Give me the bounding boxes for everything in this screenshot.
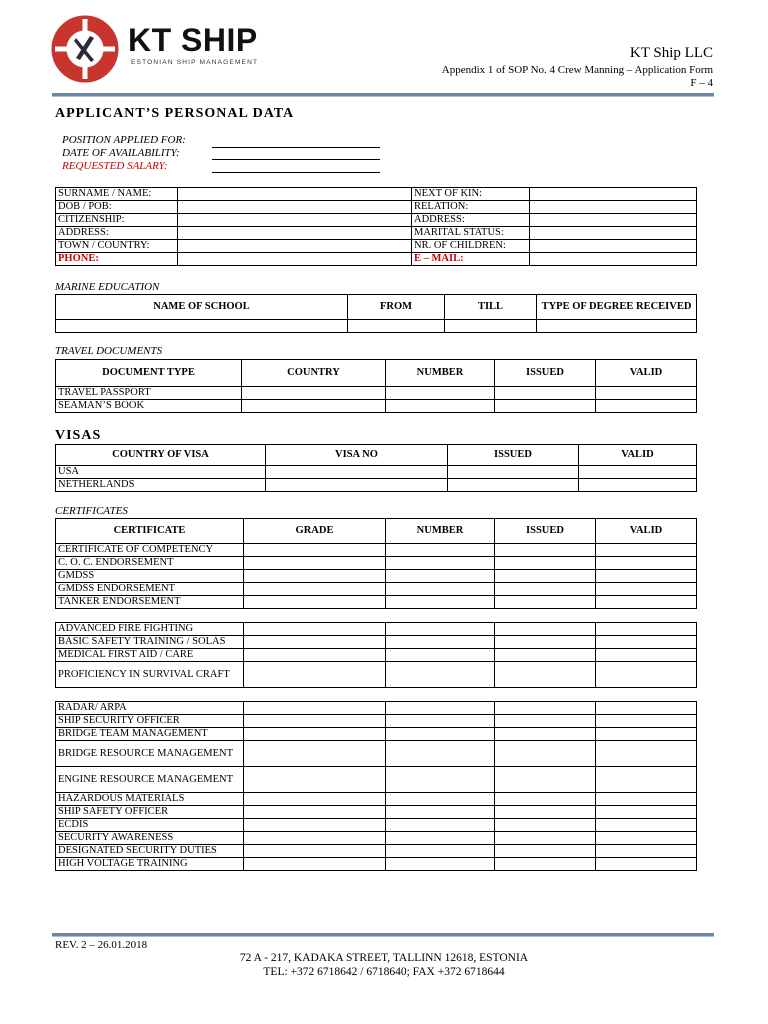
- table-row: [56, 636, 697, 649]
- input-cell[interactable]: [244, 702, 386, 715]
- certificate-name-cell: RADAR/ ARPA: [56, 702, 244, 715]
- input-cell[interactable]: [386, 570, 495, 583]
- input-cell[interactable]: [596, 806, 697, 819]
- table-row: [56, 466, 697, 479]
- doc-type-cell: TRAVEL PASSPORT: [56, 387, 242, 400]
- input-cell[interactable]: [495, 858, 596, 871]
- table-header-row: [56, 519, 697, 544]
- input-cell[interactable]: [386, 662, 495, 688]
- company-phone: TEL: +372 6718642 / 6718640; FAX +372 6718644: [263, 966, 505, 978]
- table-row: [56, 819, 697, 832]
- input-cell[interactable]: [495, 819, 596, 832]
- input-cell[interactable]: [244, 596, 386, 609]
- input-cell[interactable]: [495, 715, 596, 728]
- visa-country-cell: USA: [56, 466, 266, 479]
- col-header-country: COUNTRY: [242, 360, 386, 387]
- phone-label: PHONE:: [56, 253, 178, 266]
- town-country-field[interactable]: [178, 240, 412, 253]
- table-row: [56, 662, 697, 688]
- table-row: [56, 741, 697, 767]
- input-cell[interactable]: [495, 702, 596, 715]
- table-row: [56, 544, 697, 557]
- visas-table: [55, 444, 697, 492]
- input-cell[interactable]: [244, 557, 386, 570]
- input-cell[interactable]: [244, 767, 386, 793]
- col-header-number: NUMBER: [386, 360, 495, 387]
- table-row: [56, 596, 697, 609]
- input-cell[interactable]: [495, 767, 596, 793]
- certificate-name-cell: SHIP SAFETY OFFICER: [56, 806, 244, 819]
- input-cell[interactable]: [448, 479, 579, 492]
- table-row: [56, 253, 697, 266]
- till-field[interactable]: [445, 320, 537, 333]
- input-cell[interactable]: [495, 728, 596, 741]
- revision-note: REV. 2 – 26.01.2018: [55, 939, 148, 951]
- col-header-certificate: CERTIFICATE: [56, 519, 244, 544]
- next-of-kin-label: NEXT OF KIN:: [412, 188, 530, 201]
- table-row: [56, 557, 697, 570]
- appendix-note: Appendix 1 of SOP No. 4 Crew Manning – Application Form: [441, 64, 713, 76]
- certificate-name-cell: CERTIFICATE OF COMPETENCY: [56, 544, 244, 557]
- email-field[interactable]: [530, 253, 697, 266]
- input-cell[interactable]: [596, 636, 697, 649]
- table-row: [56, 570, 697, 583]
- relation-field[interactable]: [530, 201, 697, 214]
- input-cell[interactable]: [495, 387, 596, 400]
- form-number: F – 4: [690, 77, 713, 89]
- input-cell[interactable]: [448, 466, 579, 479]
- input-cell[interactable]: [386, 596, 495, 609]
- certificate-name-cell: HAZARDOUS MATERIALS: [56, 793, 244, 806]
- citizenship-label: CITIZENSHIP:: [56, 214, 178, 227]
- input-cell[interactable]: [244, 649, 386, 662]
- table-row: [56, 400, 697, 413]
- col-header-from: FROM: [348, 295, 445, 320]
- certificate-name-cell: ECDIS: [56, 819, 244, 832]
- input-cell[interactable]: [386, 832, 495, 845]
- table-row: [56, 845, 697, 858]
- input-cell[interactable]: [244, 623, 386, 636]
- certificate-name-cell: BRIDGE TEAM MANAGEMENT: [56, 728, 244, 741]
- lifebuoy-logo-icon: [50, 14, 120, 84]
- certificates-table: [55, 518, 697, 609]
- next-of-kin-field[interactable]: [530, 188, 697, 201]
- table-row: [56, 858, 697, 871]
- input-cell[interactable]: [386, 544, 495, 557]
- personal-data-table: [55, 187, 697, 266]
- table-header-row: [56, 295, 697, 320]
- input-cell[interactable]: [386, 845, 495, 858]
- table-row: [56, 832, 697, 845]
- certificate-name-cell: C. O. C. ENDORSEMENT: [56, 557, 244, 570]
- visas-heading: VISAS: [55, 428, 102, 443]
- input-cell[interactable]: [244, 793, 386, 806]
- input-cell[interactable]: [596, 793, 697, 806]
- input-cell[interactable]: [596, 702, 697, 715]
- col-header-valid: VALID: [596, 360, 697, 387]
- certificates-heading: CERTIFICATES: [55, 505, 128, 517]
- certificate-name-cell: BRIDGE RESOURCE MANAGEMENT: [56, 741, 244, 767]
- company-address: 72 A - 217, KADAKA STREET, TALLINN 12618, ESTONIA: [239, 952, 529, 964]
- col-header-country-of-visa: COUNTRY OF VISA: [56, 445, 266, 466]
- requested-salary-label: REQUESTED SALARY:: [62, 160, 168, 172]
- marital-status-label: MARITAL STATUS:: [412, 227, 530, 240]
- marital-status-field[interactable]: [530, 227, 697, 240]
- header-rule: [52, 93, 714, 97]
- table-row: [56, 387, 697, 400]
- input-cell[interactable]: [386, 387, 495, 400]
- input-cell[interactable]: [386, 819, 495, 832]
- certificate-name-cell: TANKER ENDORSEMENT: [56, 596, 244, 609]
- input-cell[interactable]: [495, 741, 596, 767]
- input-cell[interactable]: [244, 544, 386, 557]
- kin-address-field[interactable]: [530, 214, 697, 227]
- input-cell[interactable]: [596, 728, 697, 741]
- col-header-grade: GRADE: [244, 519, 386, 544]
- input-cell[interactable]: [244, 662, 386, 688]
- input-cell[interactable]: [386, 702, 495, 715]
- table-header-row: [56, 445, 697, 466]
- logo-subtitle: ESTONIAN SHIP MANAGEMENT: [131, 59, 259, 66]
- travel-documents-table: [55, 359, 697, 413]
- input-cell[interactable]: [579, 479, 697, 492]
- input-cell[interactable]: [386, 623, 495, 636]
- dob-field[interactable]: [178, 201, 412, 214]
- input-cell[interactable]: [596, 570, 697, 583]
- table-row: [56, 715, 697, 728]
- input-cell[interactable]: [596, 387, 697, 400]
- marine-education-heading: MARINE EDUCATION: [55, 281, 160, 293]
- input-cell[interactable]: [266, 479, 448, 492]
- table-row: [56, 702, 697, 715]
- input-cell[interactable]: [495, 793, 596, 806]
- col-header-document-type: DOCUMENT TYPE: [56, 360, 242, 387]
- input-cell[interactable]: [386, 806, 495, 819]
- input-cell[interactable]: [386, 400, 495, 413]
- travel-documents-heading: TRAVEL DOCUMENTS: [55, 345, 163, 357]
- children-label: NR. OF CHILDREN:: [412, 240, 530, 253]
- input-cell[interactable]: [244, 570, 386, 583]
- table-header-row: [56, 360, 697, 387]
- input-cell[interactable]: [386, 741, 495, 767]
- table-row: [56, 188, 697, 201]
- col-header-issued: ISSUED: [495, 360, 596, 387]
- col-header-school: NAME OF SCHOOL: [56, 295, 348, 320]
- footer-rule: [52, 933, 714, 937]
- input-cell[interactable]: [244, 806, 386, 819]
- input-cell[interactable]: [386, 583, 495, 596]
- col-header-visa-no: VISA NO: [266, 445, 448, 466]
- input-cell[interactable]: [596, 623, 697, 636]
- input-cell[interactable]: [596, 662, 697, 688]
- input-cell[interactable]: [579, 466, 697, 479]
- training-table: [55, 622, 697, 688]
- input-cell[interactable]: [495, 662, 596, 688]
- position-applied-field[interactable]: [212, 147, 380, 148]
- col-header-till: TILL: [445, 295, 537, 320]
- surname-label: SURNAME / NAME:: [56, 188, 178, 201]
- kin-address-label: ADDRESS:: [412, 214, 530, 227]
- input-cell[interactable]: [596, 858, 697, 871]
- input-cell[interactable]: [244, 583, 386, 596]
- input-cell[interactable]: [244, 715, 386, 728]
- input-cell[interactable]: [495, 623, 596, 636]
- table-row: [56, 201, 697, 214]
- input-cell[interactable]: [495, 570, 596, 583]
- input-cell[interactable]: [596, 715, 697, 728]
- input-cell[interactable]: [386, 728, 495, 741]
- table-row: [56, 214, 697, 227]
- certificate-name-cell: DESIGNATED SECURITY DUTIES: [56, 845, 244, 858]
- input-cell[interactable]: [242, 387, 386, 400]
- logo-text: KT SHIP: [128, 22, 258, 58]
- certificate-name-cell: MEDICAL FIRST AID / CARE: [56, 649, 244, 662]
- table-row: [56, 320, 697, 333]
- address-field[interactable]: [178, 227, 412, 240]
- input-cell[interactable]: [596, 741, 697, 767]
- phone-field[interactable]: [178, 253, 412, 266]
- col-header-valid: VALID: [596, 519, 697, 544]
- table-row: [56, 240, 697, 253]
- certificate-name-cell: PROFICIENCY IN SURVIVAL CRAFT: [56, 662, 244, 688]
- input-cell[interactable]: [495, 557, 596, 570]
- citizenship-field[interactable]: [178, 214, 412, 227]
- requested-salary-field[interactable]: [212, 172, 380, 173]
- surname-field[interactable]: [178, 188, 412, 201]
- page-title: APPLICANT’S PERSONAL DATA: [55, 106, 295, 121]
- town-country-label: TOWN / COUNTRY:: [56, 240, 178, 253]
- input-cell[interactable]: [386, 858, 495, 871]
- children-field[interactable]: [530, 240, 697, 253]
- input-cell[interactable]: [244, 636, 386, 649]
- visa-country-cell: NETHERLANDS: [56, 479, 266, 492]
- input-cell[interactable]: [596, 557, 697, 570]
- table-row: [56, 649, 697, 662]
- dob-label: DOB / POB:: [56, 201, 178, 214]
- input-cell[interactable]: [242, 400, 386, 413]
- input-cell[interactable]: [495, 636, 596, 649]
- input-cell[interactable]: [244, 728, 386, 741]
- table-row: [56, 227, 697, 240]
- input-cell[interactable]: [495, 400, 596, 413]
- input-cell[interactable]: [244, 741, 386, 767]
- school-field[interactable]: [56, 320, 348, 333]
- marine-education-table: [55, 294, 697, 333]
- table-row: [56, 623, 697, 636]
- table-row: [56, 479, 697, 492]
- certificate-name-cell: GMDSS: [56, 570, 244, 583]
- col-header-degree: TYPE OF DEGREE RECEIVED: [537, 295, 697, 320]
- input-cell[interactable]: [596, 845, 697, 858]
- input-cell[interactable]: [495, 832, 596, 845]
- input-cell[interactable]: [266, 466, 448, 479]
- input-cell[interactable]: [244, 858, 386, 871]
- input-cell[interactable]: [596, 544, 697, 557]
- col-header-number: NUMBER: [386, 519, 495, 544]
- input-cell[interactable]: [495, 596, 596, 609]
- input-cell[interactable]: [495, 845, 596, 858]
- company-name: KT Ship LLC: [629, 45, 713, 61]
- degree-field[interactable]: [537, 320, 697, 333]
- input-cell[interactable]: [244, 845, 386, 858]
- email-label: E – MAIL:: [412, 253, 530, 266]
- input-cell[interactable]: [596, 819, 697, 832]
- input-cell[interactable]: [386, 557, 495, 570]
- table-row: [56, 806, 697, 819]
- table-row: [56, 728, 697, 741]
- courses-table: [55, 701, 697, 871]
- from-field[interactable]: [348, 320, 445, 333]
- input-cell[interactable]: [596, 832, 697, 845]
- input-cell[interactable]: [596, 596, 697, 609]
- table-row: [56, 793, 697, 806]
- relation-label: RELATION:: [412, 201, 530, 214]
- address-label: ADDRESS:: [56, 227, 178, 240]
- input-cell[interactable]: [495, 649, 596, 662]
- col-header-issued: ISSUED: [495, 519, 596, 544]
- availability-date-label: DATE OF AVAILABILITY:: [62, 147, 180, 159]
- availability-date-field[interactable]: [212, 159, 380, 160]
- certificate-name-cell: ADVANCED FIRE FIGHTING: [56, 623, 244, 636]
- input-cell[interactable]: [495, 544, 596, 557]
- input-cell[interactable]: [386, 649, 495, 662]
- input-cell[interactable]: [596, 649, 697, 662]
- input-cell[interactable]: [386, 636, 495, 649]
- certificate-name-cell: ENGINE RESOURCE MANAGEMENT: [56, 767, 244, 793]
- input-cell[interactable]: [495, 806, 596, 819]
- col-header-issued: ISSUED: [448, 445, 579, 466]
- input-cell[interactable]: [495, 583, 596, 596]
- table-row: [56, 583, 697, 596]
- col-header-valid: VALID: [579, 445, 697, 466]
- certificate-name-cell: GMDSS ENDORSEMENT: [56, 583, 244, 596]
- input-cell[interactable]: [386, 793, 495, 806]
- certificate-name-cell: BASIC SAFETY TRAINING / SOLAS: [56, 636, 244, 649]
- input-cell[interactable]: [596, 767, 697, 793]
- doc-type-cell: SEAMAN’S BOOK: [56, 400, 242, 413]
- input-cell[interactable]: [596, 583, 697, 596]
- certificate-name-cell: HIGH VOLTAGE TRAINING: [56, 858, 244, 871]
- certificate-name-cell: SECURITY AWARENESS: [56, 832, 244, 845]
- table-row: [56, 767, 697, 793]
- input-cell[interactable]: [386, 767, 495, 793]
- input-cell[interactable]: [244, 832, 386, 845]
- input-cell[interactable]: [596, 400, 697, 413]
- position-applied-label: POSITION APPLIED FOR:: [62, 134, 186, 146]
- certificate-name-cell: SHIP SECURITY OFFICER: [56, 715, 244, 728]
- input-cell[interactable]: [244, 819, 386, 832]
- input-cell[interactable]: [386, 715, 495, 728]
